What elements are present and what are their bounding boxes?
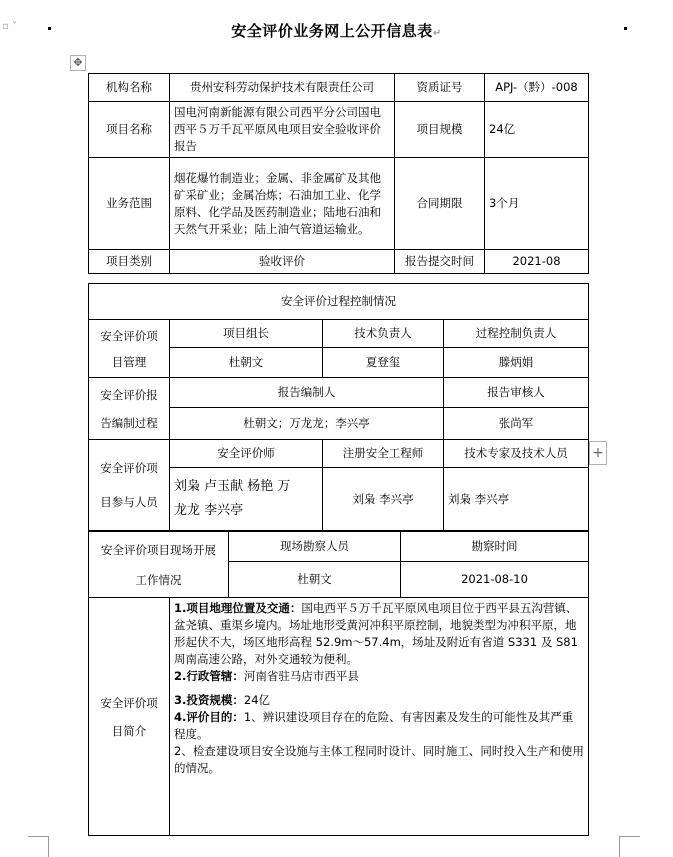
page-margin-mark	[619, 836, 640, 857]
intro-purpose: 4.评价目的：1、辨识建设项目存在的危险、有害因素及发生的可能性及其严重程度。	[174, 710, 574, 741]
project-intro-table	[88, 597, 589, 836]
intro-location: 1.项目地理位置及交通：国电西平５万千瓦平原风电项目位于西平县五沟营镇、盆尧镇、重渠乡境内。场址地形受黄河冲积平原控制，地貌类型为冲积平原，地形起伏不大，场区地形高程 52.9m～57.4m，场址及附近有省道 S331 及 S81 周南高速公路，对外交通较为便利。	[174, 601, 578, 666]
contract-value: 3个月	[485, 158, 589, 250]
page-margin-mark	[28, 836, 49, 857]
cert-label: 资质证号	[395, 74, 485, 102]
contract-label: 合同期限	[395, 158, 485, 250]
basic-info-table	[88, 73, 589, 274]
intro-purpose-2: 2、检查建设项目安全设施与主体工程同时设计、同时施工、同时投入生产和使用的情况。	[174, 744, 584, 775]
technical-lead: 夏登玺	[323, 348, 444, 378]
site-work-table	[88, 531, 589, 598]
participants-header: 安全评价师	[170, 440, 323, 468]
project-leader: 杜朝文	[170, 348, 323, 378]
project-name-label: 项目名称	[89, 102, 170, 158]
site-work-label: 安全评价项目现场开展 工作情况	[89, 532, 229, 598]
report-header: 报告编制人	[170, 378, 444, 408]
participants-label: 安全评价项 目参与人员	[89, 440, 170, 531]
scope-label: 业务范围	[89, 158, 170, 250]
technical-experts: 刘枭 李兴亭	[444, 468, 589, 531]
page-title: 安全评价业务网上公开信息表↵	[231, 22, 442, 40]
participants-header: 技术专家及技术人员	[444, 440, 589, 468]
submit-time-value: 2021-08	[485, 250, 589, 274]
report-process-label: 安全评价报 告编制过程	[89, 378, 170, 440]
report-authors: 杜朝文；万龙龙；李兴亭	[170, 408, 444, 440]
scope-value: 烟花爆竹制造业；金属、非金属矿及其他矿采矿业；金属冶炼；石油加工业、化学原料、化学品及医药制造业；陆地石油和天然气开采业；陆上油气管道运输业。	[170, 158, 395, 250]
submit-time-label: 报告提交时间	[395, 250, 485, 274]
category-value: 验收评价	[170, 250, 395, 274]
add-column-icon[interactable]: +	[589, 441, 607, 465]
registered-engineers: 刘枭 李兴亭	[323, 468, 444, 531]
report-header: 报告审核人	[444, 378, 589, 408]
safety-assessors: 刘枭 卢玉献 杨艳 万 龙龙 李兴亭	[170, 468, 323, 531]
scale-label: 项目规模	[395, 102, 485, 158]
intro-label: 安全评价项 目简介	[89, 598, 170, 836]
project-name-value: 国电河南新能源有限公司西平分公司国电西平５万千瓦平原风电项目安全验收评价报告	[170, 102, 395, 158]
page-corner-marker: ▫ ˅	[2, 21, 17, 32]
management-label: 安全评价项 目管理	[89, 320, 170, 378]
paragraph-mark: ↵	[432, 28, 442, 39]
process-control-table	[88, 283, 589, 531]
report-reviewer: 张尚军	[444, 408, 589, 440]
survey-date: 2021-08-10	[401, 562, 589, 598]
intro-content	[170, 598, 589, 836]
site-header: 现场勘察人员	[229, 532, 401, 562]
intro-jurisdiction: 2.行政管辖：河南省驻马店市西平县	[174, 669, 359, 683]
site-header: 勘察时间	[401, 532, 589, 562]
process-section-title: 安全评价过程控制情况	[89, 284, 589, 320]
table-move-handle-icon[interactable]: ✥	[70, 55, 86, 71]
management-header: 项目组长	[170, 320, 323, 348]
management-header: 过程控制负责人	[444, 320, 589, 348]
process-control-lead: 滕炳娟	[444, 348, 589, 378]
scale-value: 24亿	[485, 102, 589, 158]
intro-investment: 3.投资规模：24亿	[174, 693, 271, 707]
org-value: 贵州安科劳动保护技术有限责任公司	[170, 74, 395, 102]
participants-header: 注册安全工程师	[323, 440, 444, 468]
category-label: 项目类别	[89, 250, 170, 274]
management-header: 技术负责人	[323, 320, 444, 348]
site-surveyor: 杜朝文	[229, 562, 401, 598]
org-label: 机构名称	[89, 74, 170, 102]
cert-value: APJ-（黔）-008	[485, 74, 589, 102]
